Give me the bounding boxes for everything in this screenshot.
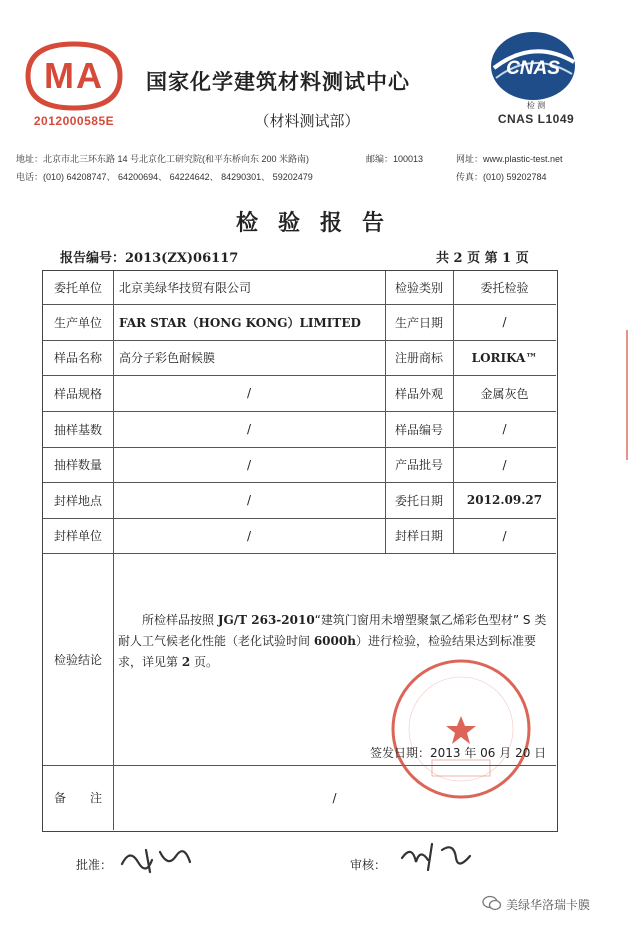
cnas-logo xyxy=(484,28,582,106)
page-info: 共 2 页 第 1 页 xyxy=(436,251,529,266)
row-value: FAR STAR（HONG KONG）LIMITED xyxy=(119,315,361,330)
row-label: 委托单位 xyxy=(53,281,102,295)
row-value: 北京美绿华技贸有限公司 xyxy=(119,281,252,295)
row-value: / xyxy=(246,457,252,472)
conclusion-text: 所检样品按照 JG/T 263-2010“建筑门窗用未增塑聚氯乙烯彩色型材” S 类耐人工气候老化性能（老化试验时间 6000h）进行检验，检验结果达到标准要求，详见第 2 页。 xyxy=(118,613,547,669)
fax-text: 传真：(010) 59202784 xyxy=(456,172,547,182)
row-value-2: / xyxy=(502,457,507,472)
approve-label: 批准： xyxy=(76,858,113,872)
row-label: 抽样数量 xyxy=(53,458,102,472)
row-value-2: 委托检验 xyxy=(480,281,529,295)
official-stamp xyxy=(388,656,534,802)
report-title: 检验报告 xyxy=(235,210,404,236)
row-value: / xyxy=(246,493,252,507)
department-name: （材料测试部） xyxy=(254,112,360,130)
row-value: / xyxy=(246,528,252,543)
row-label-2: 样品外观 xyxy=(394,386,443,401)
cnas-id: CNAS L1049 xyxy=(497,112,575,126)
row-value: 高分子彩色耐候膜 xyxy=(119,351,216,365)
row-label: 样品名称 xyxy=(53,351,102,365)
row-value-2: / xyxy=(502,528,507,543)
address-text: 地址：北京市北三环东路 14 号北京化工研究院(和平东桥向东 200 米路南) xyxy=(16,154,310,164)
cnas-sub-label: 检 测 xyxy=(526,101,546,110)
wechat-icon xyxy=(482,895,502,911)
row-label: 封样单位 xyxy=(53,529,102,543)
row-label: 生产单位 xyxy=(53,315,102,330)
row-value: / xyxy=(246,386,252,400)
postcode-text: 邮编：100013 xyxy=(366,154,424,164)
remark-label: 备 注 xyxy=(53,791,102,805)
phone-text: 电话：(010) 64208747、 64200694、 64224642、 84290301、 59202479 xyxy=(16,172,313,182)
row-label-2: 检验类别 xyxy=(394,281,443,295)
conclusion-label: 检验结论 xyxy=(53,652,102,667)
row-label-2: 产品批号 xyxy=(394,458,443,472)
cma-code: 2012000585E xyxy=(33,114,115,128)
row-label: 样品规格 xyxy=(53,386,102,401)
row-label-2: 委托日期 xyxy=(394,493,443,508)
svg-text:CNAS: CNAS xyxy=(506,58,560,79)
row-value-2: 2012.09.27 xyxy=(466,493,543,507)
approver-signature xyxy=(116,842,196,878)
sign-date: 签发日期：2013 年 06 月 20 日 xyxy=(370,746,547,760)
organization-name: 国家化学建筑材料测试中心 xyxy=(146,69,410,94)
row-label-2: 注册商标 xyxy=(394,351,443,365)
website-text: 网址：www.plastic-test.net xyxy=(456,154,563,164)
row-label: 封样地点 xyxy=(53,493,102,508)
remark-value: / xyxy=(332,790,337,805)
review-label: 审核： xyxy=(350,858,387,872)
row-label-2: 封样日期 xyxy=(394,529,443,543)
edge-stamp-fragment xyxy=(626,330,640,460)
row-label-2: 生产日期 xyxy=(394,315,443,330)
row-value-2: / xyxy=(502,315,507,329)
report-number: 报告编号：2013(ZX)06117 xyxy=(60,251,239,266)
row-value: / xyxy=(246,422,252,436)
watermark-text: 美绿华洛瑞卡膜 xyxy=(506,898,591,912)
reviewer-signature xyxy=(398,838,478,876)
row-label-2: 样品编号 xyxy=(394,422,443,437)
row-label: 抽样基数 xyxy=(53,422,102,437)
row-value-2: 金属灰色 xyxy=(480,386,529,401)
row-value-2: LORIKA™ xyxy=(471,350,538,365)
row-value-2: / xyxy=(502,422,507,436)
svg-text:MA: MA xyxy=(44,55,104,96)
cma-logo xyxy=(22,40,126,112)
